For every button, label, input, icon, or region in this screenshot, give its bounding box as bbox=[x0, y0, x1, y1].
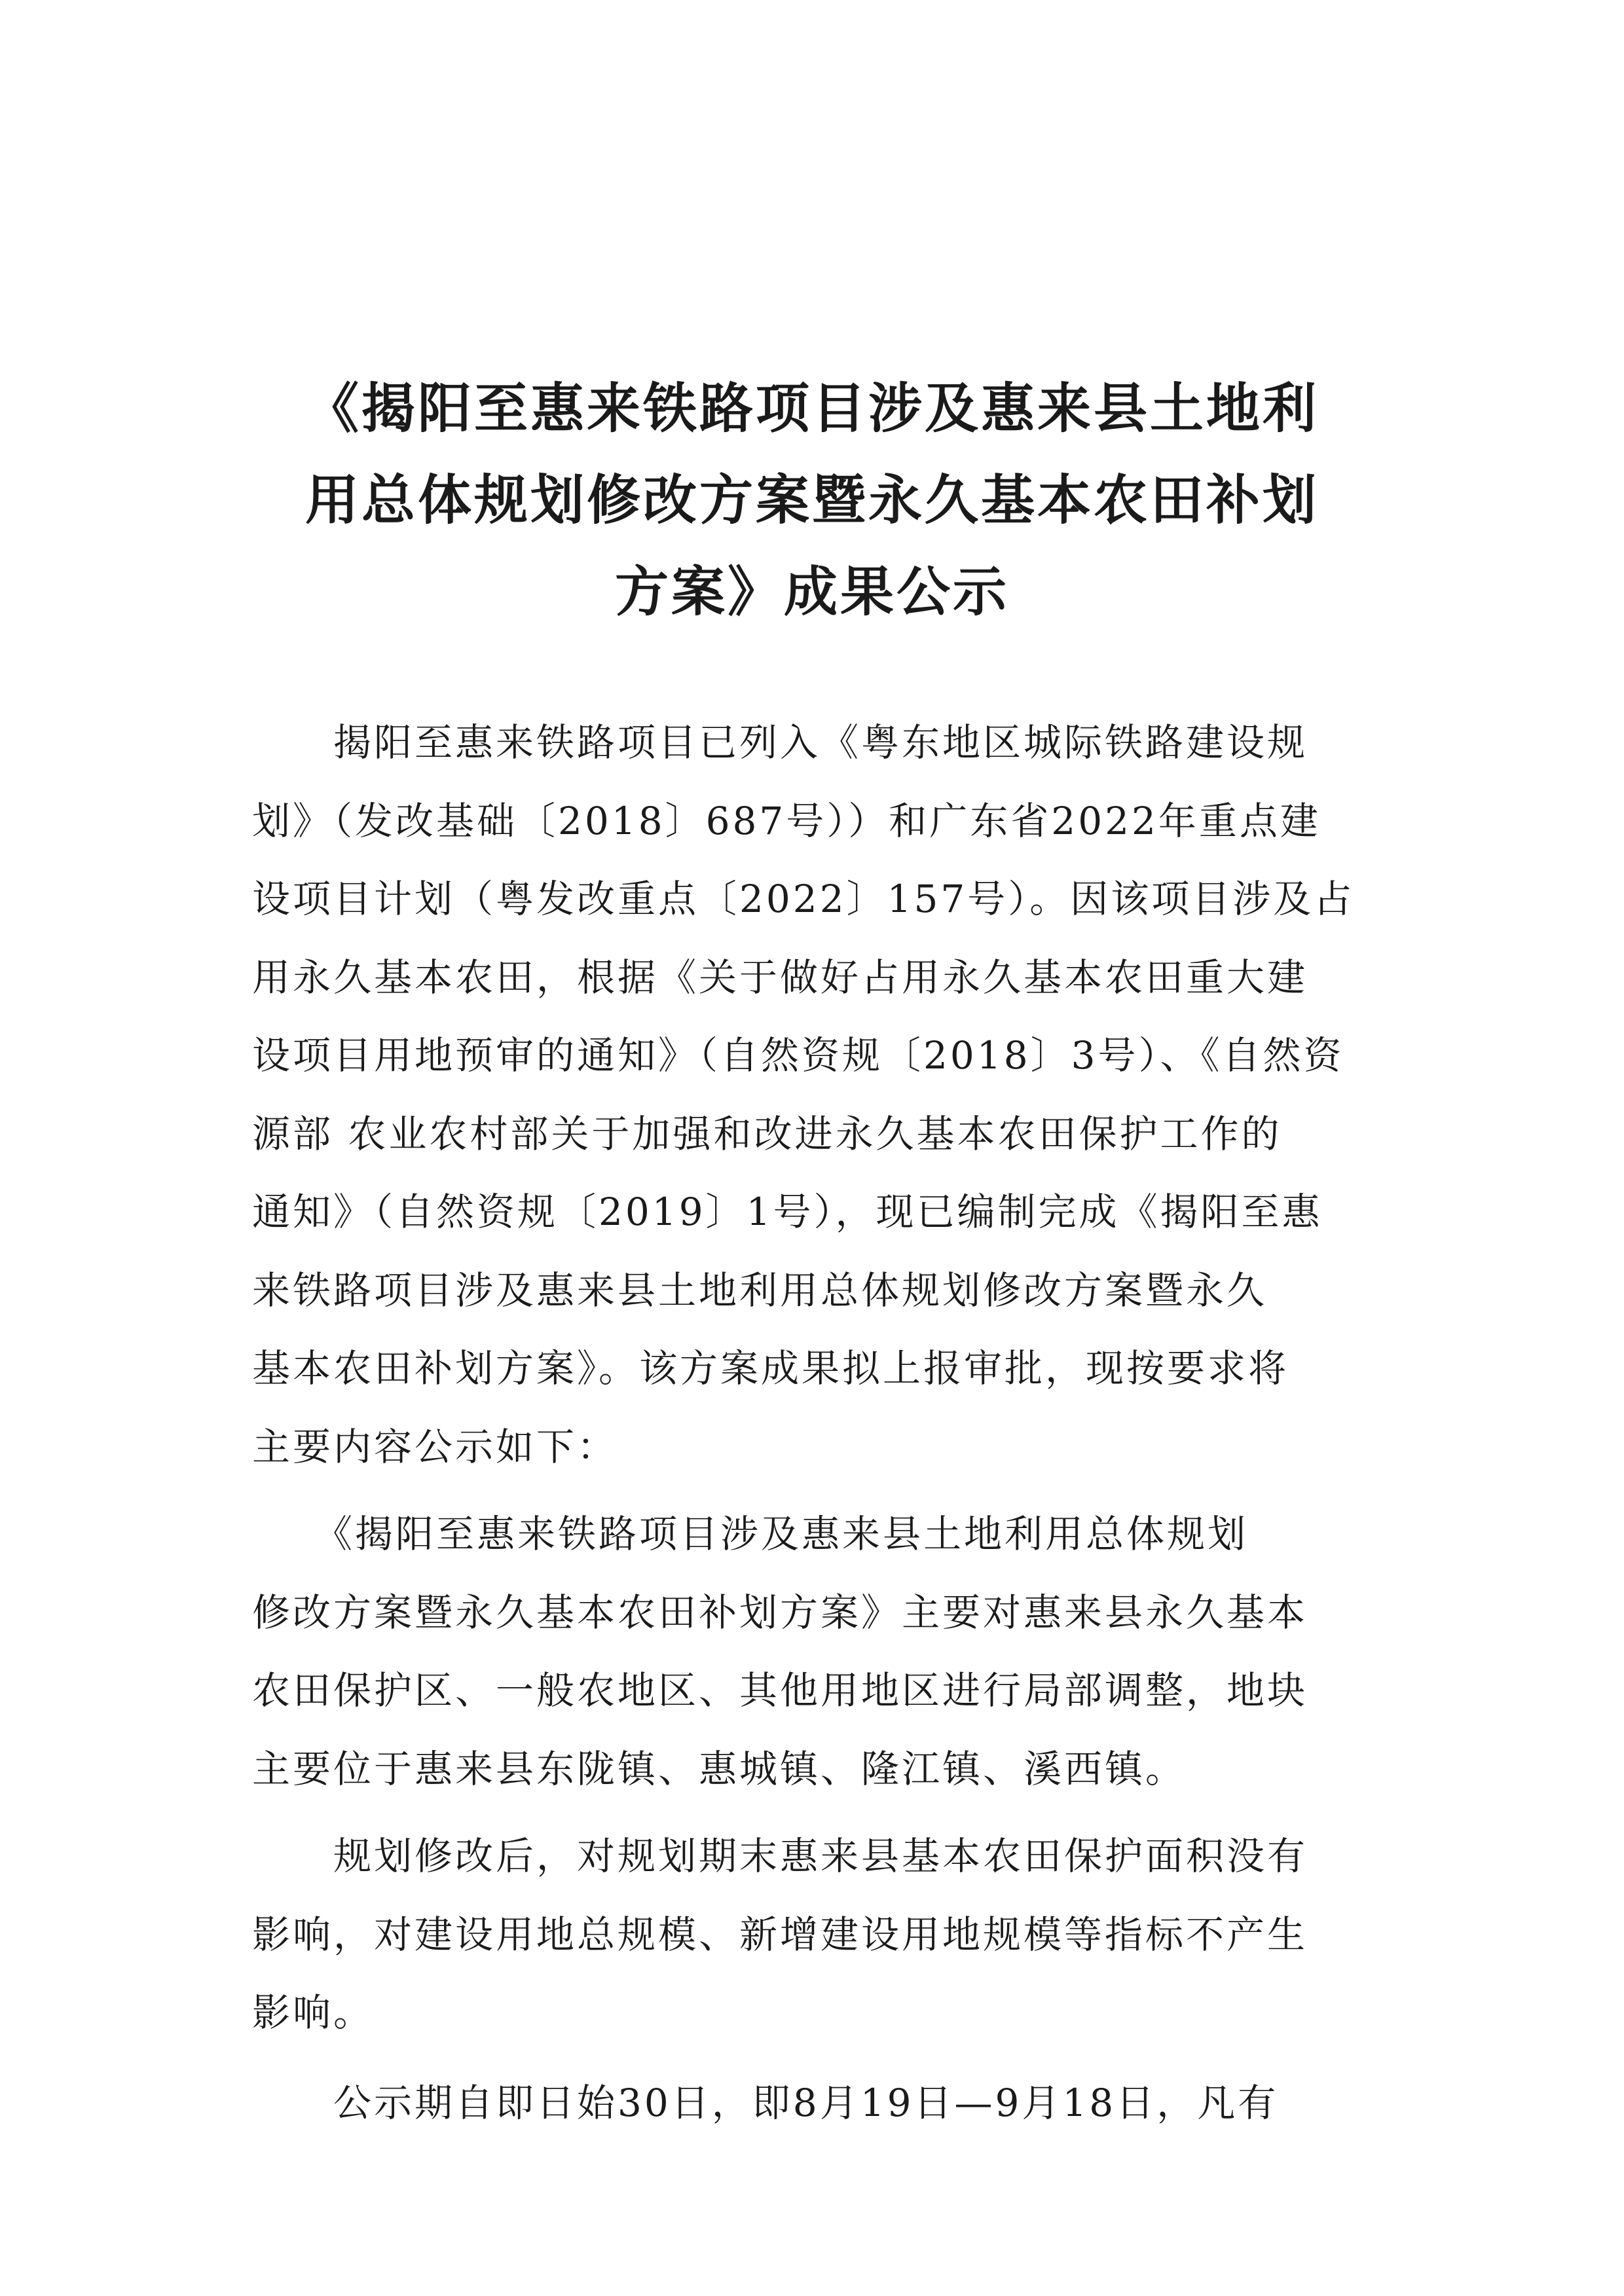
title-line: 《揭阳至惠来铁路项目涉及惠来县土地利 bbox=[304, 378, 1319, 440]
text-line: 公示期自即日始30日，即8月19日—9月18日，凡有 bbox=[252, 2080, 1279, 2125]
paragraph-1 bbox=[252, 704, 1382, 1486]
title-line: 用总体规划修改方案暨永久基本农田补划 bbox=[304, 469, 1319, 532]
text-line: 基本农田补划方案》。该方案成果拟上报审批，现按要求将 bbox=[252, 1346, 1289, 1391]
paragraph-2 bbox=[252, 1495, 1382, 1808]
document-body bbox=[252, 704, 1382, 2142]
text-line: 来铁路项目涉及惠来县土地利用总体规划修改方案暨永久 bbox=[252, 1267, 1268, 1313]
title-line: 方案》成果公示 bbox=[614, 561, 1009, 623]
text-line: 揭阳至惠来铁路项目已列入《粤东地区城际铁路建设规 bbox=[252, 720, 1308, 765]
text-line: 用永久基本农田，根据《关于做好占用永久基本农田重大建 bbox=[252, 955, 1308, 1000]
paragraph-3 bbox=[252, 1817, 1382, 2052]
text-line: 《揭阳至惠来铁路项目涉及惠来县土地利用总体规划 bbox=[252, 1512, 1249, 1556]
paragraph-4 bbox=[252, 2064, 1382, 2143]
text-line: 农田保护区、一般农地区、其他用地区进行局部调整，地块 bbox=[252, 1668, 1308, 1713]
text-line: 主要内容公示如下： bbox=[252, 1424, 618, 1469]
text-line: 设项目用地预审的通知》（自然资规〔2018〕3号）、《自然资 bbox=[252, 1033, 1344, 1078]
text-line: 影响。 bbox=[252, 1990, 375, 2035]
text-line: 源部 农业农村部关于加强和改进永久基本农田保护工作的 bbox=[252, 1111, 1282, 1156]
text-line: 划》（发改基础〔2018〕687号））和广东省2022年重点建 bbox=[252, 798, 1321, 843]
text-line: 规划修改后，对规划期末惠来县基本农田保护面积没有 bbox=[252, 1834, 1308, 1878]
text-line: 影响，对建设用地总规模、新增建设用地规模等指标不产生 bbox=[252, 1912, 1308, 1957]
text-line: 修改方案暨永久基本农田补划方案》主要对惠来县永久基本 bbox=[252, 1590, 1308, 1635]
text-line: 设项目计划（粤发改重点〔2022〕157号）。因该项目涉及占 bbox=[252, 877, 1355, 921]
document-title bbox=[249, 363, 1375, 638]
text-line: 通知》（自然资规〔2019〕1号），现已编制完成《揭阳至惠 bbox=[252, 1190, 1323, 1234]
text-line: 主要位于惠来县东陇镇、惠城镇、隆江镇、溪西镇。 bbox=[252, 1746, 1187, 1791]
